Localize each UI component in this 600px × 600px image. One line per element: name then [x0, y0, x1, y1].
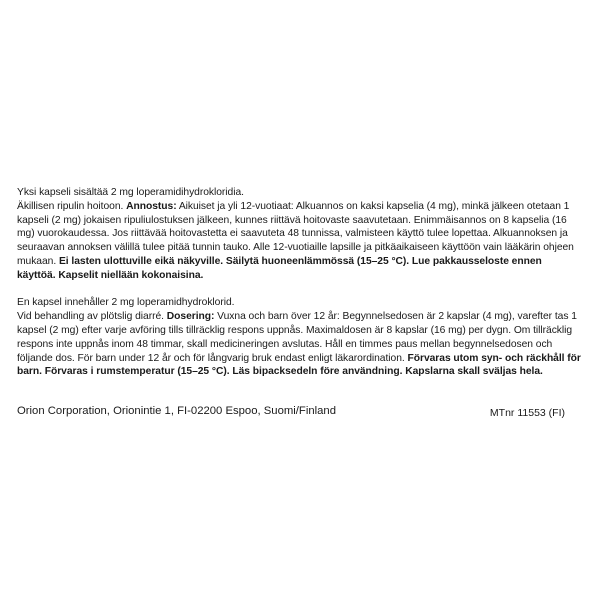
- finnish-dosage-text: Aikuiset ja yli 12-vuotiaat: Alkuannos on kaksi kapselia (4 mg), minkä jälkeen otetaan 1 kapseli (2 mg) jokaisen ripuliulostuksen jälkeen, kunnes riittävä hoitovaste saavutetaan. Enimmäisannos on 8 kapselia (16 mg) vuorokaudessa. Jos riittävää hoitovastetta ei saavuteta 48 tunnissa, valmisteen käyttö tulee lopettaa. Alkuannoksen ja seuraavan annoksen välillä tulee pitää tunnin tauko. Alle 12-vuotiaille lapsille ja pitkäaikaiseen käyttöön vain lääkärin ohjeen mukaan.: [17, 200, 574, 267]
- reference-number: MTnr 11553 (FI): [489, 407, 565, 419]
- finnish-section: [17, 186, 583, 283]
- swedish-content-line: En kapsel innehåller 2 mg loperamidhydroklorid.: [17, 297, 235, 309]
- company-address: Orion Corporation, Orionintie 1, FI-02200 Espoo, Suomi/Finland: [17, 405, 336, 417]
- finnish-indication: Äkillisen ripulin hoitoon.: [17, 200, 127, 212]
- finnish-warnings: Ei lasten ulottuville eikä näkyville. Säilytä huoneenlämmössä (15–25 °C). Lue pakkausseloste ennen käyttöä. Kapselit niellään kokonaisina.: [17, 255, 542, 281]
- swedish-indication: Vid behandling av plötslig diarré.: [17, 311, 167, 323]
- swedish-warnings: Förvaras utom syn- och räckhåll för barn. Förvaras i rumstemperatur (15–25 °C). Läs bipacksedeln före användning. Kapslarna skall sväljas hela.: [17, 352, 581, 378]
- finnish-dosage-paragraph: [17, 200, 583, 283]
- package-leaflet-text: [17, 186, 583, 379]
- swedish-dosage-text: Vuxna och barn över 12 år: Begynnelsedosen är 2 kapslar (4 mg), varefter tas 1 kapsel (2 mg) efter varje avföring tills tillräcklig respons uppnås. Maximaldosen är 8 kapslar (16 mg) per dygn. Om tillräcklig respons inte uppnås inom 48 timmar, skall medicineringen avslutas. Håll en timmes paus mellan begynnelsedosen och följande dos. För barn under 12 år och för långvarig bruk endast enligt läkarordination.: [17, 311, 577, 364]
- swedish-dosage-paragraph: [17, 310, 583, 379]
- finnish-content-line: Yksi kapseli sisältää 2 mg loperamidihydrokloridia.: [17, 187, 244, 198]
- swedish-section: [17, 296, 583, 379]
- finnish-dosage-heading: Annostus:: [126, 200, 177, 212]
- swedish-dosage-heading: Dosering:: [166, 311, 215, 323]
